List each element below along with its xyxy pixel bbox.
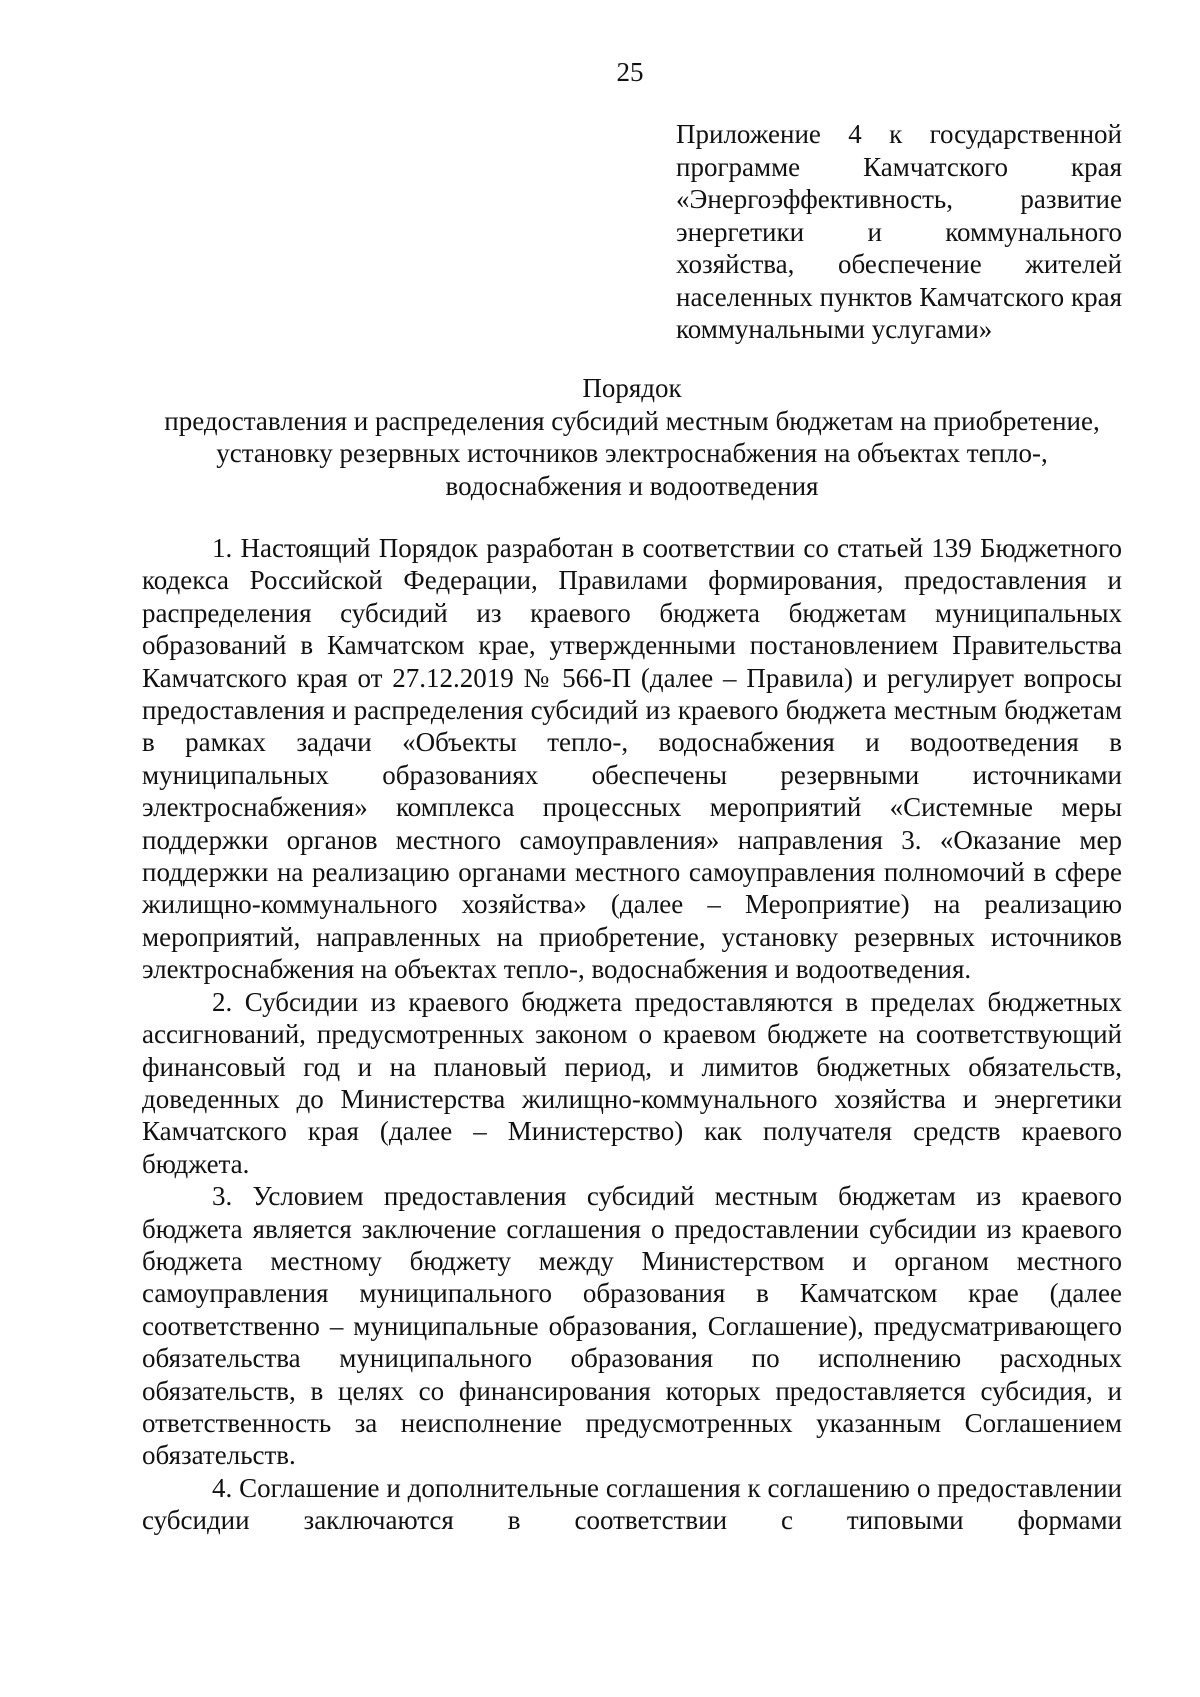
document-heading xyxy=(142,372,1122,502)
document-title: Порядок xyxy=(582,373,682,403)
paragraph-4: 4. Соглашение и дополнительные соглашения к соглашению о предоставлении субсидии заключаются в соответствии с типовыми формами xyxy=(142,1472,1122,1536)
annex-note: Приложение 4 к государственной программе Камчатского края «Энергоэффективность, развитие энергетики и коммунального хозяйства, обеспечение жителей населенных пунктов Камчатского края коммунальными услугами» xyxy=(676,119,1122,344)
paragraph-1: 1. Настоящий Порядок разработан в соответствии со статьей 139 Бюджетного кодекса Российской Федерации, Правилами формирования, предоставления и распределения субсидий из краевого бюджета бюджетам муниципальных образований в Камчатском крае, утвержденными постановлением Правительства Камчатского края от 27.12.2019 № 566-П (далее – Правила) и регулирует вопросы предоставления и распределения субсидий из краевого бюджета местным бюджетам в рамках задачи «Объекты тепло-, водоснабжения и водоотведения в муниципальных образованиях обеспечены резервными источниками электроснабжения» комплекса процессных мероприятий «Системные меры поддержки органов местного самоуправления» направления 3. «Оказание мер поддержки на реализацию органами местного самоуправления полномочий в сфере жилищно-коммунального хозяйства» (далее – Мероприятие) на реализацию мероприятий, направленных на приобретение, установку резервных источников электроснабжения на объектах тепло-, водоснабжения и водоотведения. xyxy=(142,533,1122,985)
page-number: 25 xyxy=(616,57,644,87)
paragraph-2: 2. Субсидии из краевого бюджета предоставляются в пределах бюджетных ассигнований, предусмотренных законом о краевом бюджете на соответствующий финансовый год и на плановый период, и лимитов бюджетных обязательств, доведенных до Министерства жилищно-коммунального хозяйства и энергетики Камчатского края (далее – Министерство) как получателя средств краевого бюджета. xyxy=(142,986,1122,1179)
document-body xyxy=(142,532,1122,1537)
document-subtitle: предоставления и распределения субсидий местным бюджетам на приобретение, установку резервных источников электроснабжения на объектах тепло-, водоснабжения и водоотведения xyxy=(164,405,1100,501)
paragraph-3: 3. Условием предоставления субсидий местным бюджетам из краевого бюджета является заключение соглашения о предоставлении субсидии из краевого бюджета местному бюджету между Министерством и органом местного самоуправления муниципального образования в Камчатском крае (далее соответственно – муниципальные образования, Соглашение), предусматривающего обязательства муниципального образования по исполнению расходных обязательств, в целях со финансирования которых предоставляется субсидия, и ответственность за неисполнение предусмотренных указанным Соглашением обязательств. xyxy=(142,1181,1122,1471)
